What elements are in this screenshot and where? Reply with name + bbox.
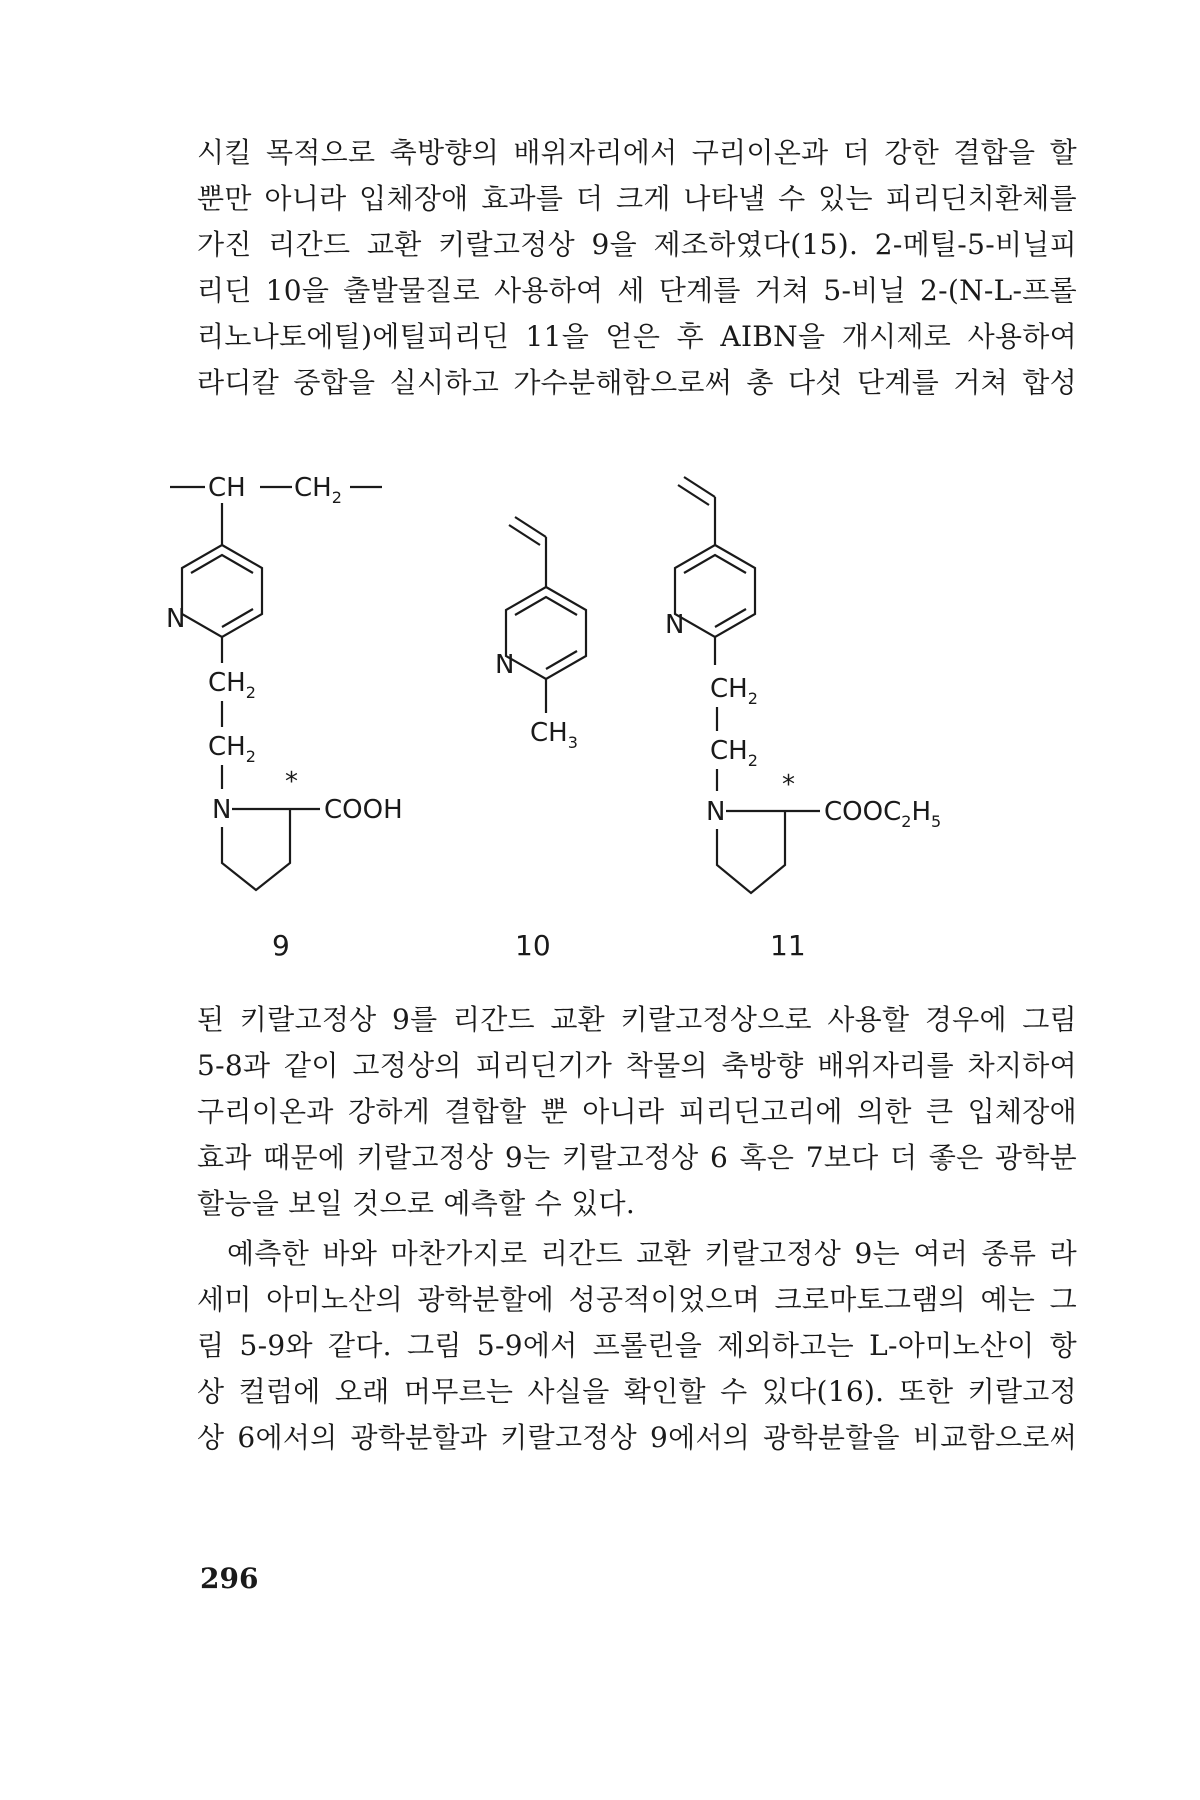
svg-text:CH2 bbox=[294, 473, 342, 507]
subscript: 2 bbox=[747, 689, 758, 708]
proline-nitrogen: N bbox=[212, 795, 232, 825]
ch2-group: CH bbox=[208, 668, 246, 698]
text-line: 리딘 10을 출발물질로 사용하여 세 단계를 거쳐 5-비닐 2-(N-L-프롤 bbox=[197, 274, 1077, 307]
text-line: 뿐만 아니라 입체장애 효과를 더 크게 나타낼 수 있는 피리딘치환체를 bbox=[197, 182, 1077, 215]
aromatic-inner bbox=[546, 651, 577, 669]
backbone-ch: CH bbox=[208, 473, 246, 503]
text-line: 예측한 바와 마찬가지로 리간드 교환 키랄고정상 9는 여러 종류 라 bbox=[227, 1237, 1077, 1270]
compound-number: 10 bbox=[515, 929, 551, 962]
text-line: 상 6에서의 광학분할과 키랄고정상 9에서의 광학분할을 비교함으로써 bbox=[197, 1421, 1077, 1454]
subscript: 2 bbox=[331, 488, 342, 507]
paragraph-1 bbox=[197, 130, 1077, 406]
subscript: 5 bbox=[931, 812, 942, 831]
svg-text:COOC2H5 bbox=[824, 797, 941, 831]
pyridine-ring bbox=[506, 587, 586, 679]
text-line: 세미 아미노산의 광학분할에 성공적이었으며 크로마토그램의 예는 그 bbox=[197, 1283, 1077, 1316]
text-line: 시킬 목적으로 축방향의 배위자리에서 구리이온과 더 강한 결합을 할 bbox=[197, 136, 1077, 169]
compound-10 bbox=[495, 517, 586, 962]
pyrrolidine-ring bbox=[222, 809, 290, 890]
aromatic-inner bbox=[222, 609, 253, 627]
pyridine-ring bbox=[182, 545, 262, 637]
chemical-structures-figure bbox=[160, 465, 1100, 965]
compound-number: 9 bbox=[272, 929, 290, 962]
vinyl-bond bbox=[684, 477, 715, 497]
compound-number: 11 bbox=[770, 929, 806, 962]
text-line: 림 5-9와 같다. 그림 5-9에서 프롤린을 제외하고는 L-아미노산이 항 bbox=[197, 1329, 1077, 1362]
text-line: 5-8과 같이 고정상의 피리딘기가 착물의 축방향 배위자리를 차지하여 bbox=[197, 1049, 1077, 1082]
ring-nitrogen: N bbox=[166, 604, 186, 634]
subscript: 2 bbox=[901, 812, 912, 831]
vinyl-bond bbox=[509, 525, 540, 545]
proline-nitrogen: N bbox=[706, 797, 726, 827]
ch2-group: CH bbox=[710, 674, 748, 704]
paragraph-2 bbox=[197, 997, 1077, 1227]
carboxyl-group: COOH bbox=[324, 795, 403, 825]
svg-text:CH2 bbox=[208, 668, 256, 702]
subscript: 3 bbox=[567, 733, 578, 752]
subscript: 2 bbox=[245, 683, 256, 702]
pyrrolidine-ring bbox=[717, 811, 785, 893]
text-line: 상 컬럼에 오래 머무르는 사실을 확인할 수 있다(16). 또한 키랄고정 bbox=[197, 1375, 1077, 1408]
text-line: 된 키랄고정상 9를 리간드 교환 키랄고정상으로 사용할 경우에 그림 bbox=[197, 1003, 1077, 1036]
chiral-star: * bbox=[782, 770, 795, 800]
vinyl-bond bbox=[678, 485, 709, 505]
compound-9 bbox=[166, 473, 403, 962]
paragraph-3 bbox=[197, 1231, 1077, 1461]
ch2-group: CH bbox=[208, 732, 246, 762]
text-line: 가진 리간드 교환 키랄고정상 9을 제조하였다(15). 2-메틸-5-비닐피 bbox=[197, 228, 1077, 261]
ester-group: COOC bbox=[824, 797, 902, 827]
backbone-ch2: CH bbox=[294, 473, 332, 503]
text-line: 구리이온과 강하게 결합할 뿐 아니라 피리딘고리에 의한 큰 입체장애 bbox=[197, 1095, 1077, 1128]
subscript: 2 bbox=[245, 747, 256, 766]
vinyl-bond bbox=[515, 517, 546, 537]
page-number: 296 bbox=[200, 1562, 259, 1595]
text-line: 할능을 보일 것으로 예측할 수 있다. bbox=[197, 1187, 636, 1220]
structures-svg bbox=[160, 465, 1100, 965]
methyl-group: CH bbox=[530, 718, 568, 748]
svg-text:CH2 bbox=[208, 732, 256, 766]
ester-group: H bbox=[911, 797, 931, 827]
aromatic-inner bbox=[715, 609, 746, 627]
text-line: 효과 때문에 키랄고정상 9는 키랄고정상 6 혹은 7보다 더 좋은 광학분 bbox=[197, 1141, 1077, 1174]
ring-nitrogen: N bbox=[665, 610, 685, 640]
compound-11 bbox=[665, 477, 941, 962]
svg-text:CH2 bbox=[710, 674, 758, 708]
chiral-star: * bbox=[285, 767, 298, 797]
text-line: 라디칼 중합을 실시하고 가수분해함으로써 총 다섯 단계를 거쳐 합성 bbox=[197, 366, 1077, 399]
ch2-group: CH bbox=[710, 736, 748, 766]
text-line: 리노나토에틸)에틸피리딘 11을 얻은 후 AIBN을 개시제로 사용하여 bbox=[197, 320, 1077, 353]
svg-text:CH2 bbox=[710, 736, 758, 770]
pyridine-ring bbox=[675, 545, 755, 637]
subscript: 2 bbox=[747, 751, 758, 770]
svg-text:CH3 bbox=[530, 718, 578, 752]
ring-nitrogen: N bbox=[495, 650, 515, 680]
